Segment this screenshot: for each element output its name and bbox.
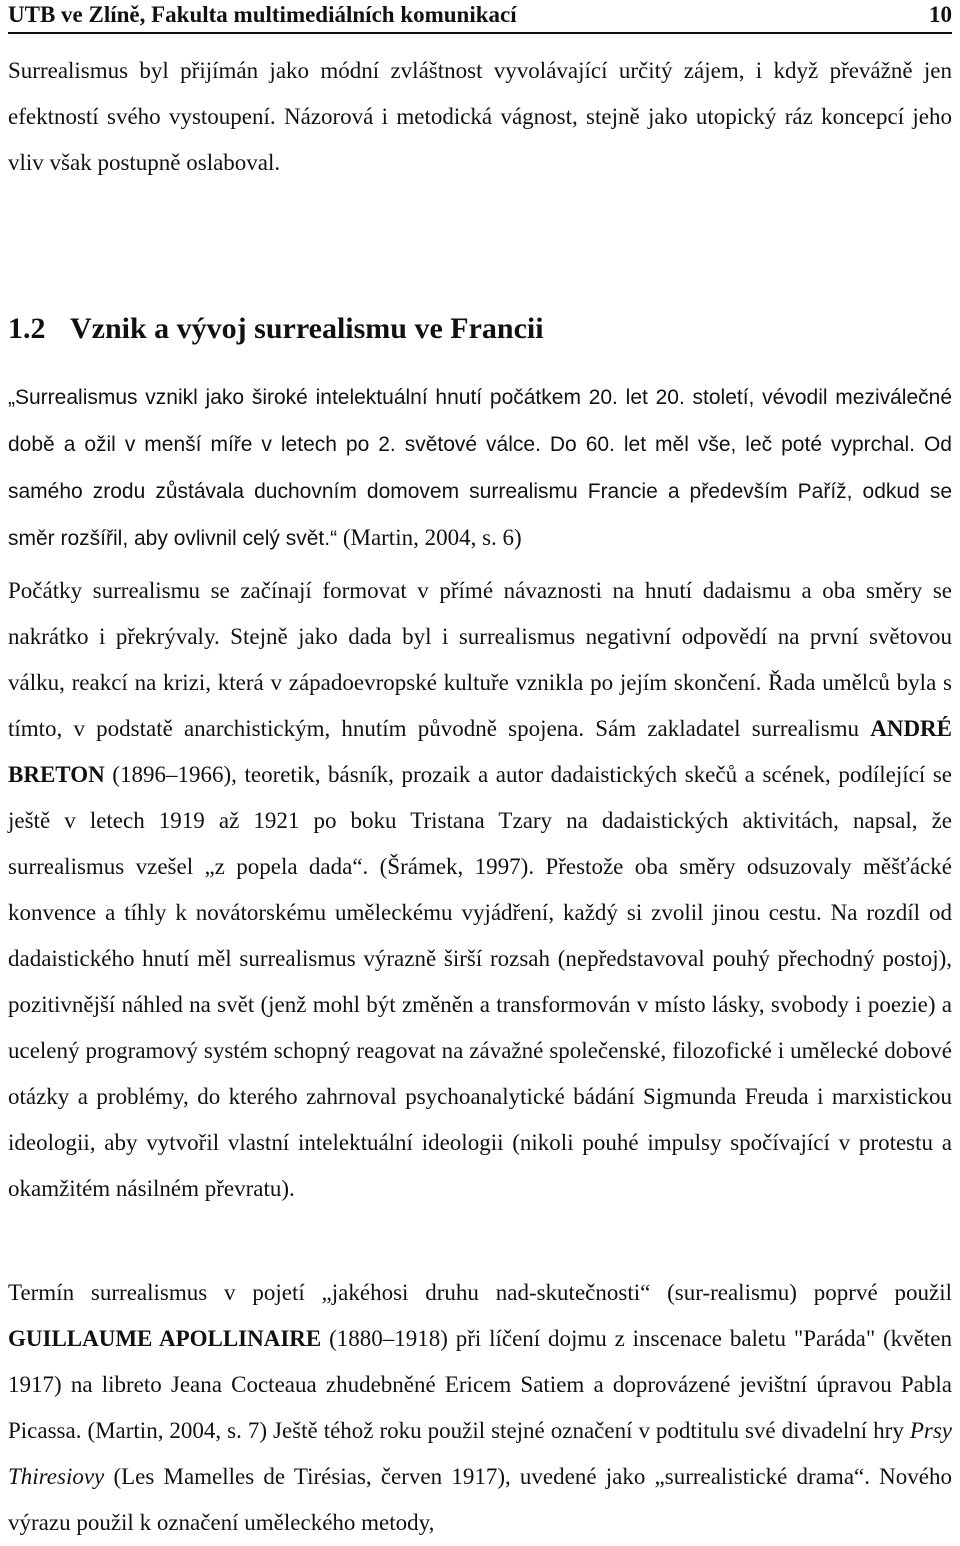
person-name-breton: ANDRÉ BRETON <box>8 716 952 787</box>
play-title: Prsy Thiresiovy <box>8 1418 952 1489</box>
header-title: UTB ve Zlíně, Fakulta multimediálních komunikací <box>8 2 517 27</box>
section-heading <box>8 305 544 353</box>
paragraph3-part1: Termín surrealismus v pojetí „jakéhosi druhu nad-skutečnosti“ (sur-realismu) poprvé použil <box>8 1280 952 1305</box>
paragraph3-part3: (Les Mamelles de Tirésias, červen 1917), uvedené jako „surrealistické drama“. Nového výrazu použil k označení uměleckého metody, <box>8 1464 952 1535</box>
section-number: 1.2 <box>8 312 46 345</box>
paragraph2-part2: (1896–1966), teoretik, básník, prozaik a autor dadaistických skečů a scének, podílející se ještě v letech 1919 až 1921 po boku Tristana Tzary na dadaistických aktivitách, napsal, že surrealismus vzešel „z popela dada“. (Šrámek, 1997). Přestože oba směry odsuzovaly měšťácké konvence a tíhly k novátorskému uměleckému vyjádření, každý si zvolil jinou cestu. Na rozdíl od dadaistického hnutí měl surrealismus výrazně širší rozsah (nepředstavoval pouhý přechodný postoj), pozitivnější náhled na svět (jenž mohl být změněn a transformován v místo lásky, svobody i poezie) a ucelený programový systém schopný reagovat na závažné společenské, filozofické i umělecké dobové otázky a problémy, do kterého zahrnoval psychoanalytické bádání Sigmunda Freuda i marxistickou ideologii, aby vytvořil vlastní intelektuální ideologii (nikoli pouhé impulsy spočívající v protestu a okamžitém násilném převratu). <box>8 762 952 1201</box>
paragraph3-part2: (1880–1918) při líčení dojmu z inscenace baletu "Paráda" (květen 1917) na libreto Jeana Cocteaua zhudebněné Ericem Satiem a doprovázené jevištní úpravou Pabla Picassa. (Martin, 2004, s. 7) Ještě téhož roku použil stejné označení v podtitulu své divadelní hry <box>8 1326 952 1443</box>
intro-paragraph: Surrealismus byl přijímán jako módní zvláštnost vyvolávající určitý zájem, i když převážně jen efektností svého vystoupení. Názorová i metodická vágnost, stejně jako utopický ráz koncepcí jeho vliv však postupně oslaboval. <box>8 58 952 175</box>
page-number: 10 <box>929 2 952 27</box>
quote-paragraph <box>8 374 952 562</box>
body-paragraph-3 <box>8 1270 952 1546</box>
running-header <box>8 0 952 34</box>
quote-text: „Surrealismus vznikl jako široké intelektuální hnutí počátkem 20. let 20. století, vévodil meziválečné době a ožil v menší míře v letech po 2. světové válce. Do 60. let měl vše, leč poté vyprchal. Od samého zrodu zůstávala duchovním domovem surrealismu Francie a především Paříž, odkud se směr rozšířil, aby ovlivnil celý svět.“ <box>8 386 952 550</box>
quote-citation: (Martin, 2004, s. 6) <box>337 525 522 550</box>
person-name-apollinaire: GUILLAUME APOLLINAIRE <box>8 1326 322 1351</box>
paragraph2-part1: Počátky surrealismu se začínají formovat v přímé návaznosti na hnutí dadaismu a oba směry se nakrátko i překrývaly. Stejně jako dada byl i surrealismus negativní odpovědí na první světovou válku, reakcí na krizi, která v západoevropské kultuře vznikla po jejím skončení. Řada umělců byla s tímto, v podstatě anarchistickým, hnutím původně spojena. Sám zakladatel surrealismu <box>8 578 952 741</box>
section-title: Vznik a vývoj surrealismu ve Francii <box>70 312 544 345</box>
body-paragraph-2 <box>8 568 952 1212</box>
